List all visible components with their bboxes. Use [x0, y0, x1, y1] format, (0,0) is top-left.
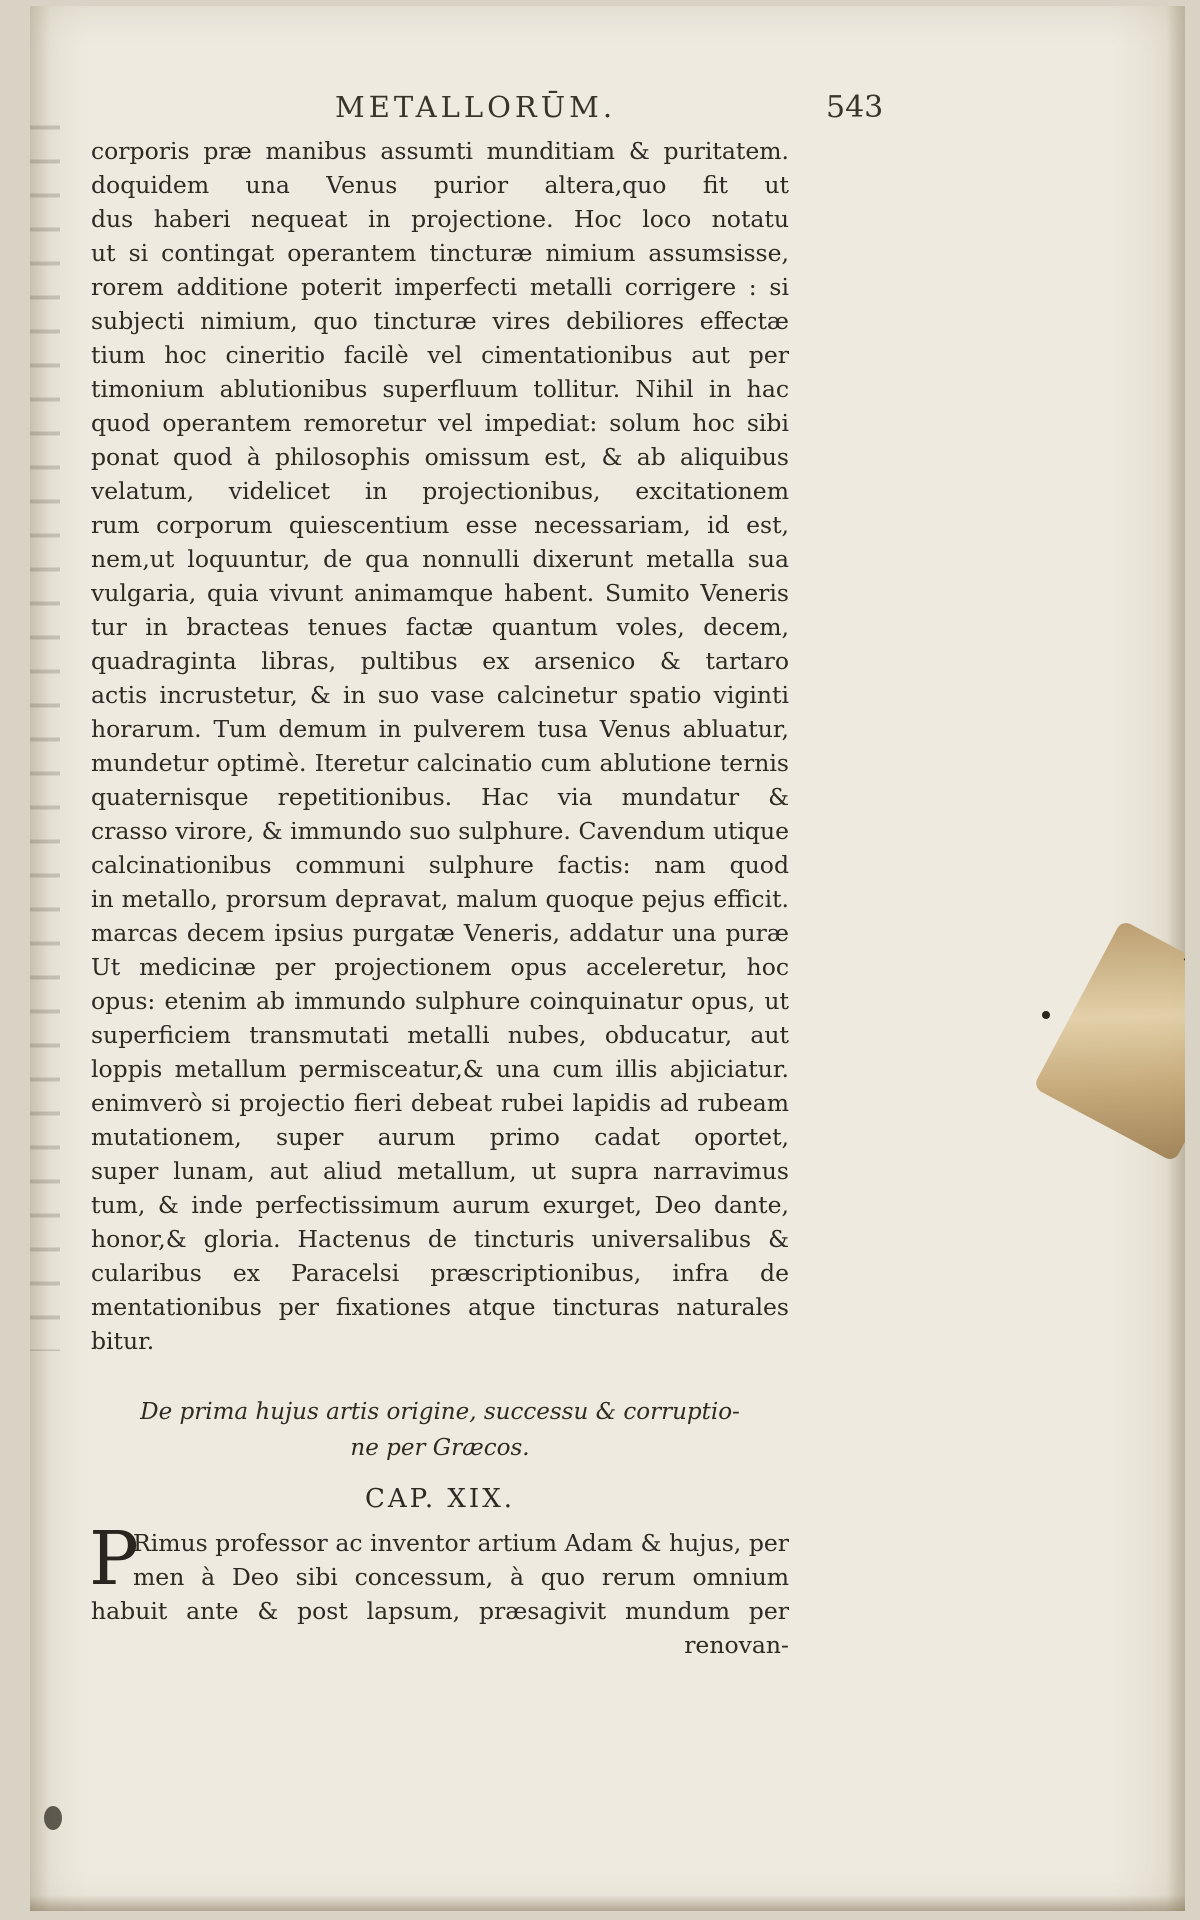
text-line: in metallo, prorsum depravat, malum quoque pejus efficit.	[91, 885, 789, 913]
text-line: marcas decem ipsius purgatæ Veneris, addatur una puræ	[91, 919, 789, 947]
text-line: bitur.	[91, 1327, 155, 1355]
text-line: honor,& gloria. Hactenus de tincturis universalibus &	[91, 1225, 789, 1253]
text-line: actis incrustetur, & in suo vase calcinetur spatio viginti	[91, 681, 789, 709]
text-line: men à Deo sibi concessum, à quo rerum omnium	[133, 1563, 789, 1591]
book-page	[30, 6, 1185, 1911]
text-line: habuit ante & post lapsum, præsagivit mundum per	[91, 1597, 789, 1625]
page-bottom-edge	[30, 1895, 1185, 1911]
main-text-block	[91, 134, 789, 1358]
text-line: dus haberi nequeat in projectione. Hoc loco notatu	[91, 205, 789, 233]
text-line: mundetur optimè. Iteretur calcinatio cum ablutione ternis	[91, 749, 789, 777]
text-line: crasso virore, & immundo suo sulphure. Cavendum utique	[91, 817, 789, 845]
catchword: renovan-	[684, 1631, 789, 1659]
text-line: ponat quod à philosophis omissum est, & ab aliquibus	[91, 443, 789, 471]
text-line: rum corporum quiescentium esse necessariam, id est,	[91, 511, 789, 539]
text-line: enimverò si projectio fieri debeat rubei lapidis ad rubeam	[91, 1089, 789, 1117]
text-line: rorem additione poterit imperfecti metalli corrigere : si	[91, 273, 789, 301]
page-number: 543	[826, 90, 884, 125]
text-line: tum, & inde perfectissimum aurum exurget, Deo dante,	[91, 1191, 789, 1219]
text-line: tur in bracteas tenues factæ quantum voles, decem,	[91, 613, 789, 641]
text-line: calcinationibus communi sulphure factis: nam quod	[91, 851, 789, 879]
text-line: corporis præ manibus assumti munditiam & puritatem.	[91, 137, 789, 165]
text-line: velatum, videlicet in projectionibus, excitationem	[91, 477, 789, 505]
gutter-bleed-through	[30, 101, 60, 1351]
page-header	[30, 90, 930, 130]
text-line: loppis metallum permisceatur,& una cum illis abjiciatur.	[91, 1055, 789, 1083]
ink-spot	[44, 1806, 62, 1830]
text-line: mutationem, super aurum primo cadat oportet,	[91, 1123, 789, 1151]
text-line: opus: etenim ab immundo sulphure coinquinatur opus, ut	[91, 987, 789, 1015]
text-line: vulgaria, quia vivunt animamque habent. Sumito Veneris	[91, 579, 789, 607]
text-line: nem,ut loquuntur, de qua nonnulli dixerunt metalla sua	[91, 545, 789, 573]
text-line: superficiem transmutati metalli nubes, obducatur, aut	[91, 1021, 789, 1049]
text-line: ut si contingat operantem tincturæ nimium assumsisse,	[91, 239, 789, 267]
text-line: tium hoc cineritio facilè vel cimentationibus aut per	[91, 341, 789, 369]
wooden-object	[1033, 920, 1185, 1163]
text-line: timonium ablutionibus superfluum tollitur. Nihil in hac	[91, 375, 789, 403]
text-line: super lunam, aut aliud metallum, ut supra narravimus	[91, 1157, 789, 1185]
ink-dot	[1042, 1011, 1050, 1019]
chapter-heading	[91, 1394, 789, 1466]
text-line: subjecti nimium, quo tincturæ vires debiliores effectæ	[91, 307, 789, 335]
text-line: quaternisque repetitionibus. Hac via mundatur &	[91, 783, 789, 811]
chapter-heading-line: De prima hujus artis origine, successu & corruptio-	[140, 1399, 740, 1425]
text-line: horarum. Tum demum in pulverem tusa Venus abluatur,	[91, 715, 789, 743]
text-line: Rimus professor ac inventor artium Adam & hujus, per	[133, 1529, 789, 1557]
text-line: mentationibus per fixationes atque tincturas naturales	[91, 1293, 789, 1321]
text-line: doquidem una Venus purior altera,quo fit ut	[91, 171, 789, 199]
text-line: Ut medicinæ per projectionem opus acceleretur, hoc	[91, 953, 789, 981]
chapter-number: CAP. XIX.	[365, 1484, 515, 1514]
chapter-paragraph	[89, 1516, 789, 1662]
text-line: quod operantem remoretur vel impediat: solum hoc sibi	[91, 409, 789, 437]
text-line: cularibus ex Paracelsi præscriptionibus, infra de	[91, 1259, 789, 1287]
running-head: METALLORŪM.	[335, 90, 617, 124]
chapter-heading-line: ne per Græcos.	[350, 1435, 530, 1461]
text-line: quadraginta libras, pultibus ex arsenico & tartaro	[91, 647, 789, 675]
drop-cap: P	[89, 1516, 139, 1602]
